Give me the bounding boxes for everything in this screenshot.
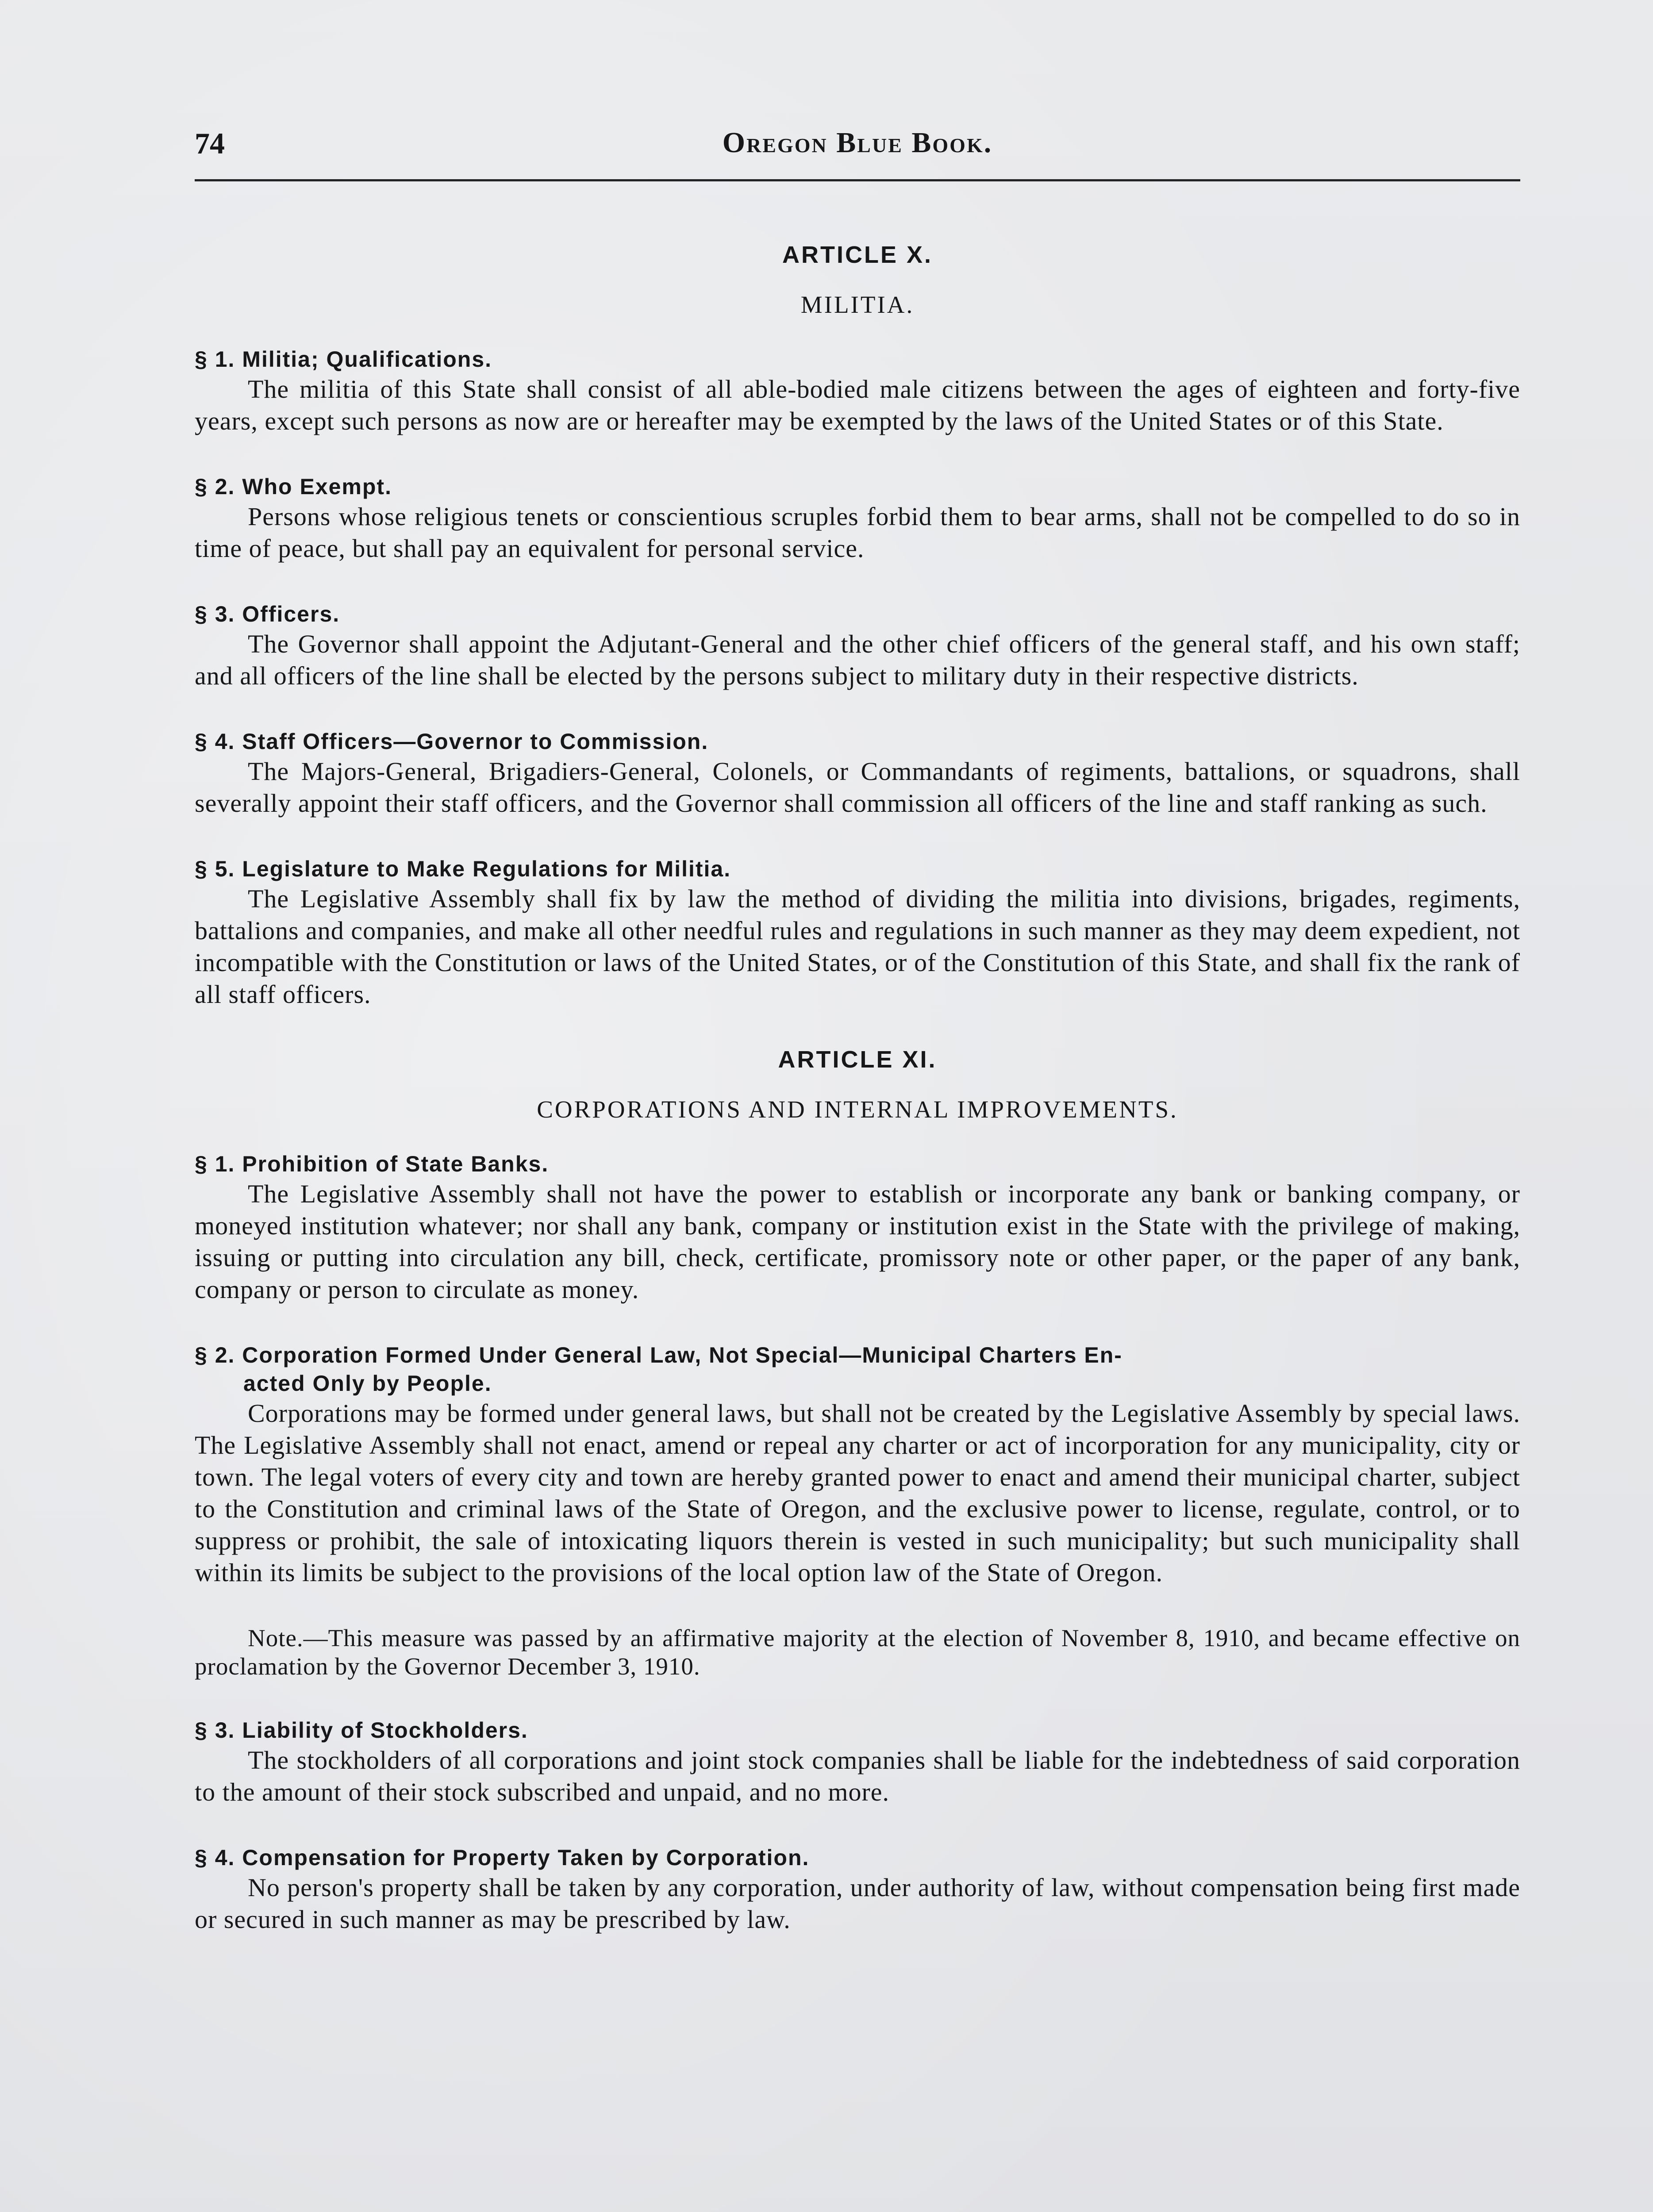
section-text: The militia of this State shall consist of all able-bodied male citizens between the ages of eighteen and forty-five years, except such persons as now are or hereafter may be exempted by the laws of the United States or of this State.	[195, 375, 1520, 435]
header-rule	[195, 179, 1520, 181]
section-text: The stockholders of all corporations and joint stock companies shall be liable for the indebtedness of said corporation to the amount of their stock subscribed and unpaid, and no more.	[195, 1746, 1520, 1806]
section-text: The Legislative Assembly shall not have the power to establish or incorporate any bank or banking company, or moneyed institution whatever; nor shall any bank, company or institution exist in the State with the privilege of making, issuing or putting into circulation any bill, check, certificate, promissory note or other paper, or the paper of any bank, company or person to circulate as money.	[195, 1179, 1520, 1304]
page-content	[195, 241, 1520, 1971]
section	[195, 1843, 1520, 1936]
section-title: § 5. Legislature to Make Regulations for Militia.	[195, 856, 731, 881]
article-x	[195, 241, 1520, 1010]
section	[195, 727, 1520, 819]
section	[195, 1150, 1520, 1306]
page-header	[195, 126, 1520, 170]
section-title: § 4. Staff Officers—Governor to Commission.	[195, 729, 709, 754]
article-xi	[195, 1046, 1520, 1936]
section-note: Note.—This measure was passed by an affirmative majority at the election of November 8, 1910, and became effective on proclamation by the Governor December 3, 1910.	[195, 1624, 1520, 1680]
section-text: Corporations may be formed under general laws, but shall not be created by the Legislative Assembly by special laws. The Legislative Assembly shall not enact, amend or repeal any charter or act of incorporation for any municipality, city or town. The legal voters of every city and town are hereby granted power to enact and amend their municipal charter, subject to the Constitution and criminal laws of the State of Oregon, and the exclusive power to license, regulate, control, or to suppress or prohibit, the sale of intoxicating liquors therein is vested in such municipality; but such municipality shall within its limits be subject to the provisions of the local option law of the State of Oregon.	[195, 1399, 1520, 1587]
section-text: No person's property shall be taken by any corporation, under authority of law, without compensation being first made or secured in such manner as may be prescribed by law.	[195, 1873, 1520, 1934]
section-text: Persons whose religious tenets or conscientious scruples forbid them to bear arms, shall not be compelled to do so in time of peace, but shall pay an equivalent for personal service.	[195, 502, 1520, 563]
section-text: The Legislative Assembly shall fix by law the method of dividing the militia into divisions, brigades, regiments, battalions and companies, and make all other needful rules and regulations in such manner as they may deem expedient, not incompatible with the Constitution or laws of the United States, or of the Constitution of this State, and shall fix the rank of all staff officers.	[195, 884, 1520, 1009]
section	[195, 472, 1520, 565]
article-heading: ARTICLE XI.	[778, 1046, 937, 1073]
section-title: § 2. Who Exempt.	[195, 474, 392, 499]
section-text: The Governor shall appoint the Adjutant-General and the other chief officers of the general staff, and his own staff; and all officers of the line shall be elected by the persons subject to military duty in their respective districts.	[195, 630, 1520, 690]
section	[195, 600, 1520, 692]
section	[195, 1341, 1520, 1589]
article-subject: CORPORATIONS AND INTERNAL IMPROVEMENTS.	[537, 1096, 1178, 1123]
section-title: § 3. Officers.	[195, 602, 340, 626]
section	[195, 1716, 1520, 1808]
section-title-continuation: acted Only by People.	[243, 1371, 492, 1396]
page-number: 74	[195, 127, 225, 160]
running-title: Oregon Blue Book.	[722, 127, 993, 159]
section-text: The Majors-General, Brigadiers-General, Colonels, or Commandants of regiments, battalions, or squadrons, shall severally appoint their staff officers, and the Governor shall commission all officers of the line and staff ranking as such.	[195, 757, 1520, 818]
article-subject: MILITIA.	[800, 291, 915, 318]
section-title-line: § 2. Corporation Formed Under General Law, Not Special—Municipal Charters En-	[195, 1343, 1123, 1367]
section	[195, 855, 1520, 1010]
article-heading: ARTICLE X.	[782, 242, 933, 268]
section-title	[195, 1341, 1520, 1398]
section-title: § 1. Militia; Qualifications.	[195, 347, 492, 372]
section-title: § 4. Compensation for Property Taken by Corporation.	[195, 1845, 810, 1870]
section-title: § 3. Liability of Stockholders.	[195, 1718, 528, 1743]
section-title: § 1. Prohibition of State Banks.	[195, 1152, 549, 1176]
section	[195, 345, 1520, 437]
